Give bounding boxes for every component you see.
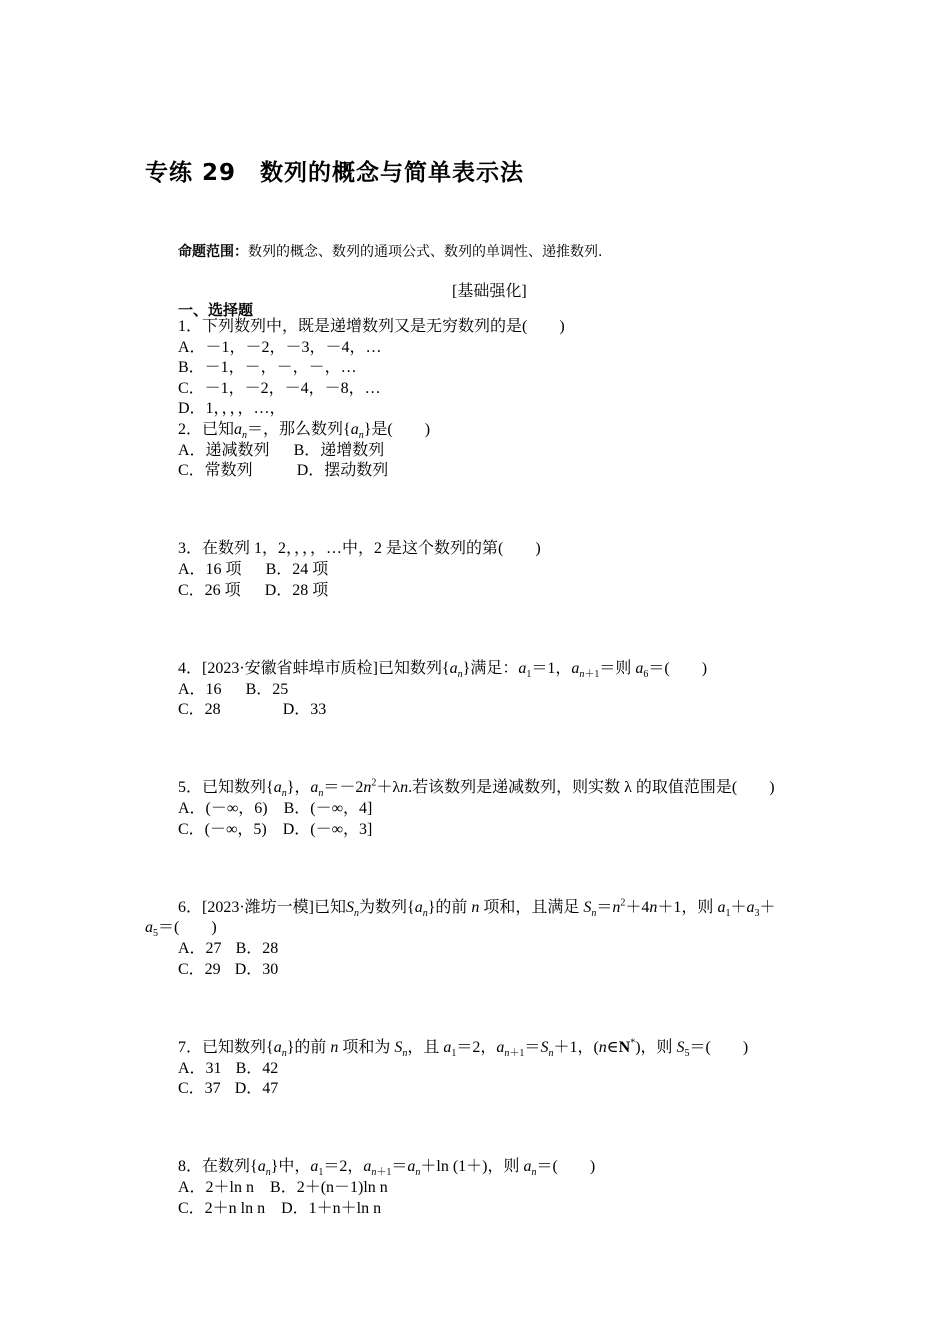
- q2-stem-pre: 2．已知: [178, 421, 235, 438]
- q7-stem-mid6: ＋1，(: [553, 1039, 599, 1056]
- q7-option-b: B．42: [235, 1060, 279, 1077]
- q7-stem-mid4: ＝2，: [456, 1039, 497, 1056]
- q8-option-c: C．2＋n ln n: [178, 1200, 266, 1217]
- q5-option-a: A．(－∞，6): [178, 800, 268, 817]
- q2-stem-mid: ＝，那么数列{: [247, 421, 351, 438]
- q1-option-c: C．－1，－2，－4，－8，…: [178, 380, 381, 397]
- q2-option-d: D．摆动数列: [296, 462, 389, 479]
- q5-option-b: B．(－∞，4]: [283, 800, 373, 817]
- scope-text: 数列的概念、数列的通项公式、数列的单调性、递推数列.: [248, 244, 603, 260]
- q6-stem-continued: $a_5=$( ): [145, 919, 217, 940]
- q5-stem-mid3: ＋λ: [376, 779, 401, 796]
- q1-stem: 1．下列数列中，既是递增数列又是无穷数列的是( ): [178, 318, 565, 335]
- q2-options-row2: [178, 461, 388, 481]
- q7-option-d: D．47: [234, 1080, 279, 1097]
- q7-option-a: A．31: [178, 1060, 222, 1077]
- q5-stem-post: .若该数列是递减数列，则实数 λ 的取值范围是( ): [408, 779, 775, 796]
- q3-option-a: A．16 项: [178, 561, 242, 578]
- q5-stem-mid2: ＝－2: [323, 779, 364, 796]
- q6-option-a: A．27: [178, 940, 222, 957]
- q8-stem-mid4: ＋ln (1＋)，则: [420, 1158, 520, 1175]
- q6-options-row2: [178, 960, 278, 980]
- q5-options-row2: [178, 820, 372, 840]
- q3-option-b: B．24 项: [265, 561, 329, 578]
- q6-stem-mid2: }的前: [427, 899, 468, 916]
- q6-option-b: B．28: [235, 940, 279, 957]
- q7-stem-post: ＝( ): [689, 1039, 749, 1056]
- q3-stem: 3．在数列 1，2，，，，…中，2 是这个数列的第( ): [178, 540, 541, 557]
- q1-option-a: A．－1，－2，－3，－4，…: [178, 339, 382, 356]
- q7-stem-mid: }的前: [286, 1039, 327, 1056]
- q6-stem-end: ＝( ): [158, 919, 217, 936]
- q8-option-d: D．1＋n＋ln n: [281, 1200, 382, 1217]
- q7-stem: 7．已知数列$\{a_n\}$的前 n 项和为 $S_n$，且 $a_1=2$，$a_{n+1}=S_n+1$，(n∈N*)，则 $S_5=$( ): [178, 1037, 749, 1060]
- q2-option-a: A．递减数列: [178, 442, 270, 459]
- q6-stem-mid6: ＋1，则: [657, 899, 714, 916]
- q4-stem-mid2: ＝1，: [531, 660, 572, 677]
- q8-options-row1: [178, 1178, 388, 1198]
- scope-line: [178, 241, 602, 261]
- q8-options-row2: [178, 1199, 381, 1219]
- q3-option-c: C．26 项: [178, 582, 241, 599]
- q8-option-b: B．2＋(n－1)ln n: [270, 1179, 388, 1196]
- q4-option-c: C．28: [178, 701, 221, 718]
- q7-options-row2: [178, 1079, 278, 1099]
- q4-option-a: A．16: [178, 681, 222, 698]
- q5-options-row1: [178, 799, 372, 819]
- q8-stem-mid: }中，: [270, 1158, 311, 1175]
- q7-stem-mid8: )，则: [635, 1039, 673, 1056]
- q4-stem: 4．[2023·安徽省蚌埠市质检]已知数列$\{a_n\}$满足：$a_1=1$，$a_{n+1}=$则 $a_6=$( ): [178, 660, 708, 681]
- q3-option-d: D．28 项: [264, 582, 329, 599]
- q6-stem-mid3: 项和，且满足: [483, 899, 580, 916]
- scope-label: 命题范围：: [178, 244, 248, 260]
- q6-stem: 6．[2023·潍坊一模]已知$S_n$为数列$\{a_n\}$的前 n 项和，且满足 $S_n=n^2+4n+1$，则 $a_1+a_3+$: [178, 897, 776, 920]
- q2-option-b: B．递增数列: [293, 442, 385, 459]
- q4-stem-mid: }满足：: [462, 660, 519, 677]
- q4-option-d: D．33: [282, 701, 327, 718]
- q8-stem-mid2: ＝2，: [323, 1158, 364, 1175]
- q8-option-a: A．2＋ln n: [178, 1179, 255, 1196]
- q7-stem-mid2: 项和为: [342, 1039, 391, 1056]
- q4-stem-pre: 4．[2023·安徽省蚌埠市质检]已知数列{: [178, 660, 450, 677]
- q6-stem-pre: 6．[2023·潍坊一模]已知: [178, 899, 346, 916]
- q1-option-b: B．－1，－，－，－，…: [178, 359, 357, 376]
- q5-option-c: C．(－∞，5): [178, 821, 267, 838]
- q4-options-row1: [178, 680, 288, 700]
- q7-option-c: C．37: [178, 1080, 221, 1097]
- q4-option-b: B．25: [245, 681, 289, 698]
- q3-options-row2: [178, 581, 328, 601]
- q4-options-row2: [178, 700, 326, 720]
- q6-options-row1: [178, 939, 278, 959]
- q2-options-row1: [178, 441, 384, 461]
- q6-option-c: C．29: [178, 961, 221, 978]
- q8-stem-post: ＝( ): [536, 1158, 596, 1175]
- q8-stem-mid3: ＝: [391, 1158, 408, 1175]
- q5-stem-mid: }，: [286, 779, 311, 796]
- q2-stem-post: }是( ): [363, 421, 431, 438]
- q2-option-c: C．常数列: [178, 462, 253, 479]
- q3-options-row1: [178, 560, 328, 580]
- q4-stem-mid3: ＝则: [599, 660, 632, 677]
- section-heading: [基础强化]: [452, 283, 527, 300]
- q7-stem-pre: 7．已知数列{: [178, 1039, 274, 1056]
- q6-option-d: D．30: [234, 961, 279, 978]
- q8-stem-pre: 8．在数列{: [178, 1158, 258, 1175]
- q8-stem: 8．在数列$\{a_n\}$中，$a_1=2$，$a_{n+1}=a_n+\ln$ (1＋)，则 $a_n=$( ): [178, 1158, 596, 1179]
- q6-stem-mid4: ＝: [596, 899, 613, 916]
- q7-stem-mid3: ，且: [407, 1039, 440, 1056]
- q5-stem: 5．已知数列$\{a_n\}$，$a_n=-2n^2+\lambda n$.若该数列是递减数列，则实数 λ 的取值范围是( ): [178, 777, 775, 800]
- q6-stem-mid5: ＋4: [625, 899, 650, 916]
- q7-stem-mid7: ∈: [606, 1039, 619, 1056]
- q7-options-row1: [178, 1059, 278, 1079]
- q5-option-d: D．(－∞，3]: [282, 821, 373, 838]
- q2-stem: 2．已知$a_n=$，那么数列$\{a_n\}$是( ): [178, 421, 431, 442]
- q6-stem-mid: 为数列{: [359, 899, 415, 916]
- q1-option-d: D．1，，，，…，: [178, 400, 286, 417]
- q4-stem-post: ＝( ): [648, 660, 708, 677]
- part-heading: 一、选择题: [178, 301, 254, 319]
- q7-stem-mid5: ＝: [524, 1039, 541, 1056]
- page-title: 专练 29 数列的概念与简单表示法: [145, 160, 525, 186]
- q5-stem-pre: 5．已知数列{: [178, 779, 274, 796]
